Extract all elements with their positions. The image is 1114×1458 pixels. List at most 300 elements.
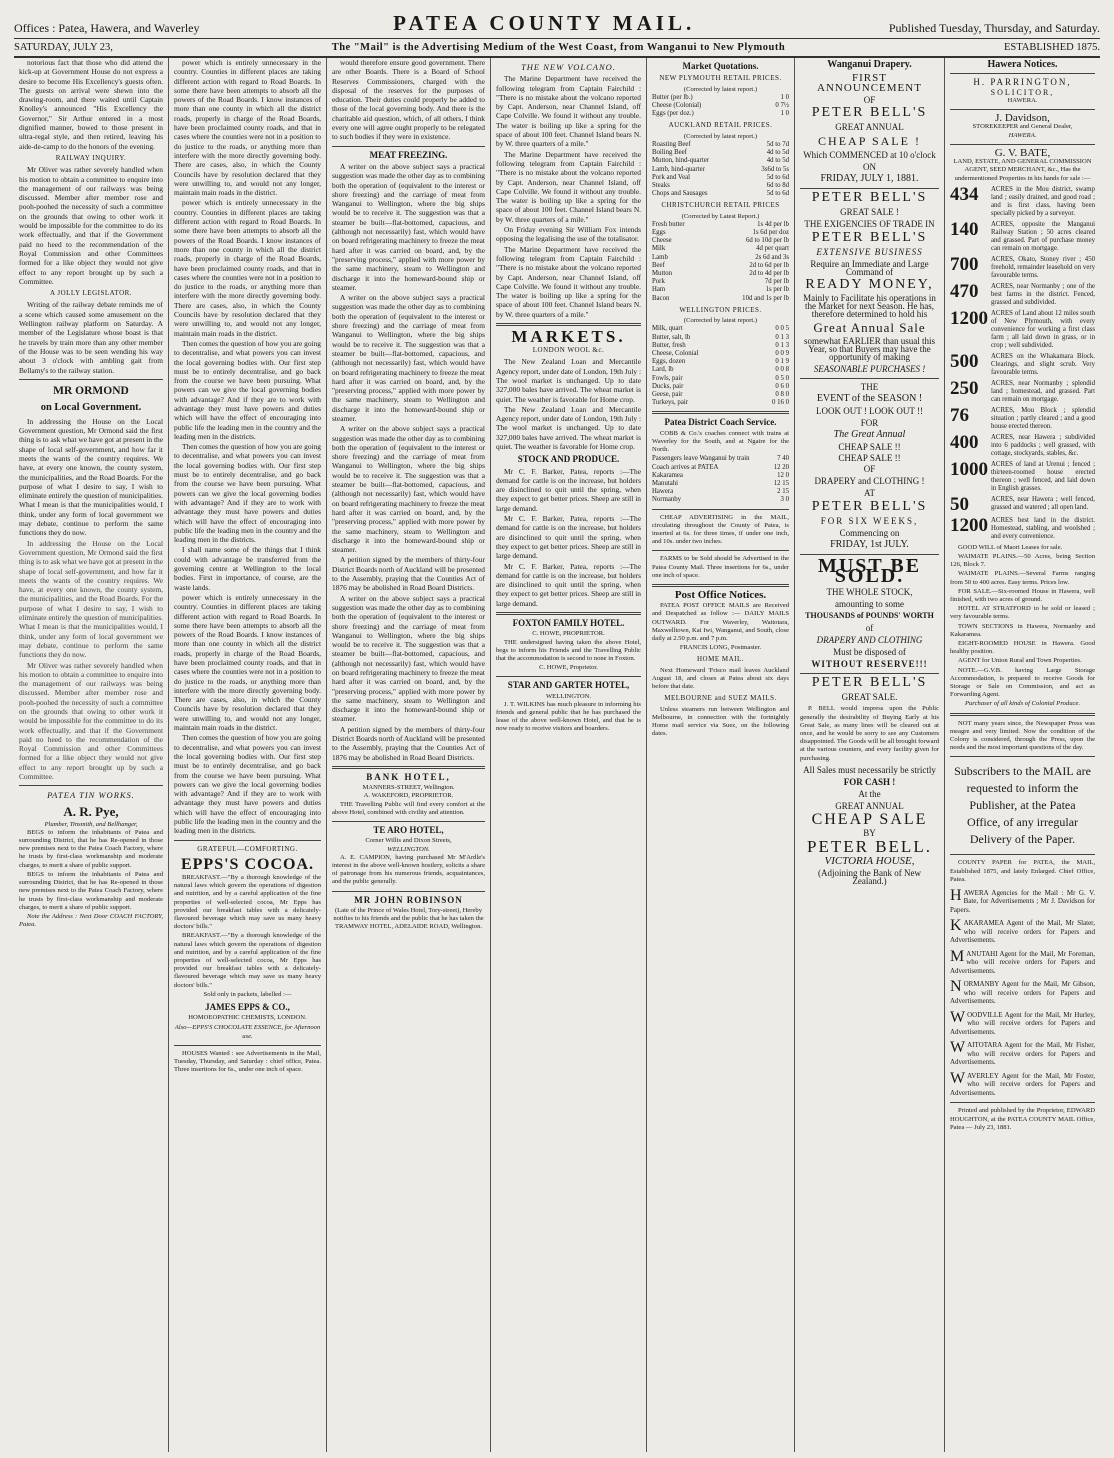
price-value: 0 5 0 bbox=[775, 374, 789, 382]
ad-line: All Sales must necessarily be strictly bbox=[803, 764, 936, 775]
ad-line: amounting to some bbox=[835, 598, 904, 609]
table-heading: AUCKLAND RETAIL PRICES. bbox=[668, 121, 773, 130]
column-2 bbox=[169, 58, 327, 1452]
price-row bbox=[652, 399, 789, 407]
ad-line: OF bbox=[863, 464, 876, 475]
ad-text: THE Travelling Public will find every comfort at the above Hotel, combined with civility and attention. bbox=[332, 800, 485, 816]
listing: TOWN SECTIONS in Hawera, Normanby and Kakaramea. bbox=[950, 622, 1095, 638]
ad-line: THOUSANDS of POUNDS' WORTH bbox=[805, 611, 934, 621]
article-text: A writer on the above subject says a practical suggestion was made the other day as to combining both the operation of (equivalent to the interest or shore freezing) and the carriage of meat from Wanganui to Wellington, where the big ships would be to receive it. The suggestion was that a steamer be built—flat-bottomed, capacious, and (although not necessarily) fast, which would have on board refrigerating machinery to freeze the meat hard after it was carried on board, and, by the "preserving process," applied with more power by the same machinery, steam to Wellington and discharge it into the homeward-bound ship or steamer. bbox=[332, 293, 485, 423]
listing: FOR SALE.—Six-roomed House in Hawera, well finished, with two acres of ground. bbox=[950, 587, 1095, 603]
land-acres: 76 bbox=[950, 404, 969, 426]
listing: WAIMATE PLAINS.—Several Farms ranging from 50 to 400 acres. Easy terms. Prices low. bbox=[950, 570, 1095, 586]
agent-notice bbox=[950, 919, 1095, 945]
listing: WAIMATE PLAINS.—50 Acres, being Section 126, Block 7. bbox=[950, 552, 1095, 569]
table-heading: NEW PLYMOUTH RETAIL PRICES. bbox=[659, 74, 782, 83]
land-description: ACRES of Land about 12 miles south of New Plymouth, with every convenience for working a first class farm ; all laid down in grass, or in crop ; well subdivided. bbox=[991, 309, 1095, 349]
price-row bbox=[652, 182, 789, 190]
ad-text: A. E. CAMPION, having purchased Mr M'Ardle's interest in the above well-known hostlery, solicits a share of patronage from his numerous friends, acquaintances, and the public generally. bbox=[332, 853, 485, 886]
price-value: 0 16 0 bbox=[772, 399, 789, 407]
price-table bbox=[652, 221, 789, 303]
land-listings bbox=[950, 183, 1095, 541]
price-row bbox=[652, 229, 789, 237]
ad-line: GREAT ANNUAL bbox=[835, 801, 904, 812]
price-value: 5d to 6d bbox=[766, 190, 789, 198]
price-row bbox=[652, 190, 789, 198]
article-text: In addressing the House on the Local Government question, Mr Ormond said the first thing is to ask what we have got at present in the shape of local self-government, and how far it meets the wants of the country requires. We have, at every one known, the county system, the municipalities, and the Road Boards. For the purpose of what I desire to say, I wish to eliminate entirely the question of municipalities. What I mean is that the municipalities would, I think, under any form of local government we may debate, continue to perform the same functions they do now. bbox=[19, 538, 163, 660]
price-row bbox=[652, 174, 789, 182]
ad-line: Must be disposed of bbox=[833, 647, 906, 658]
price-value: 2d to 4d per lb bbox=[749, 270, 789, 278]
ad-text: HOUSES Wanted : see Advertisements in the Mail, Tuesday, Thursday, and Saturday : chief office, Patea. Three insertions for 6s., under one inch of space. bbox=[174, 1049, 321, 1074]
divider bbox=[332, 146, 485, 147]
notice-text: Next Homeward 'Frisco mail leaves Auckland August 18, and closes at Patea about six days before that date. bbox=[652, 666, 789, 691]
divider bbox=[496, 323, 641, 326]
price-row bbox=[652, 342, 789, 350]
ad-name: A. WAKEFORD, PROPRIETOR. bbox=[363, 792, 454, 800]
ad-name: A. R. Pye, bbox=[63, 803, 119, 819]
ad-heading: GRATEFUL—COMFORTING. bbox=[197, 844, 298, 853]
price-value: 3s6d to 5s bbox=[761, 165, 789, 173]
ad-line: somewhat EARLIER than usual this Year, so that Buyers may have the opportunity of making bbox=[804, 335, 935, 363]
land-listing bbox=[950, 350, 1095, 377]
land-listing bbox=[950, 431, 1095, 458]
article-headline: THE NEW VOLCANO. bbox=[521, 62, 616, 72]
price-value: 0 1 9 bbox=[775, 358, 789, 366]
ad-headline: Wanganui Drapery. bbox=[827, 59, 912, 70]
article-text: notorious fact that those who did attend the kick-up at Government House do not express a desire to become His Excellency's guests often. The guests on arrival were shewn into the drawing-room, and there waited until Captain Knolley's announced "His Excellency the Governor," Sir Arthur entered in a most dignified manner, bowed to those present in ultra-regal style, and then retired, leaving his aide-de-camp to do the honors of the evening. bbox=[19, 58, 163, 151]
article-text: The Marine Department have received the following telegram from Captain Fairchild : "There is no mistake about the volcano reported by Capt. Anderson, near Channel Island, off Cape Colville. We found it without any trouble. The water is boiling up like a spring for the space of about 100 feet. Channel Island bears N. by W. three quarters of a mile." bbox=[496, 244, 641, 319]
price-table bbox=[652, 141, 789, 198]
column-1 bbox=[14, 58, 169, 1452]
agent-text: ANUTAHI Agent for the Mail, Mr Foreman, who will receive orders for Papers and Advertisements. bbox=[950, 949, 1095, 975]
ad-title: MR JOHN ROBINSON bbox=[354, 894, 463, 905]
ad-line: Which COMMENCED at 10 o'clock bbox=[803, 150, 936, 161]
land-acres: 140 bbox=[950, 218, 979, 240]
ad-line: SOLICITOR, bbox=[990, 87, 1055, 97]
price-row bbox=[652, 166, 789, 174]
ad-line: of bbox=[865, 623, 874, 634]
article-text: Mr C. F. Barker, Patea, reports :—The demand for cattle is on the increase, but holders are disinclined to quit until the spring, when they expect to get better prices. Sheep are still in large demand. bbox=[496, 514, 641, 561]
price-value: 1s 4d per lb bbox=[757, 220, 789, 228]
divider bbox=[652, 550, 789, 551]
land-listing bbox=[950, 183, 1095, 218]
article-text: The Marine Department have received the following telegram from Captain Fairchild : "There is no mistake about the volcano reported by Capt. Anderson, near Channel Island, off Cape Colville. We found it without any trouble. The water is boiling up like a spring for the space of about 100 feet. Channel Island bears N. by W. three quarters of a mile." bbox=[496, 74, 641, 149]
drop-initial: W bbox=[950, 1039, 966, 1057]
section-heading: MELBOURNE and SUEZ MAILS. bbox=[664, 694, 777, 703]
ad-line: FOR SIX WEEKS, bbox=[820, 515, 919, 526]
article-text: A writer on the above subject says a practical suggestion was made the other day as to combining both the operation of (equivalent to the interest or shore freezing) and the carriage of meat from Wanganui to Wellington, where the big ships would be to receive it. The suggestion was that a steamer be built—flat-bottomed, capacious, and (although not necessarily) fast, which would have on board refrigerating machinery to freeze the meat hard after it was carried on board, and, by the "preserving process," applied with more power by the same machinery, steam to Wellington and discharge it into the homeward-bound ship or steamer. bbox=[332, 424, 485, 555]
price-row bbox=[652, 375, 789, 383]
price-row bbox=[652, 455, 789, 463]
ad-name: H. PARRINGTON, bbox=[973, 77, 1072, 88]
price-row bbox=[652, 102, 789, 110]
ad-line: FIRST ANNOUNCEMENT bbox=[817, 72, 922, 94]
ad-line: Mainly to Facilitate his operations in the Market for next Season. He has, therefore determined to hold his bbox=[803, 293, 936, 320]
price-value: 0 7½ bbox=[775, 102, 789, 109]
price-value: 4d to 5d bbox=[766, 157, 789, 165]
price-item: Milk, quart bbox=[652, 325, 683, 333]
ad-line: The Great Annual bbox=[833, 428, 906, 440]
ad-line: CHEAP SALE ! bbox=[818, 134, 921, 149]
price-row bbox=[652, 383, 789, 391]
land-acres: 434 bbox=[950, 183, 979, 205]
price-row bbox=[652, 237, 789, 245]
article-text: power which is entirely unnecessary in the country. Counties in different places are taking different action with regard to Road Boards. In some there have been attempts to absorb all the powers of the Road Boards. I know instances of more than one county in which all the district roads, properly in charge of the Road Boards, have been proclaimed county roads, and that in cases where the counties were not in a position to do justice to the roads, or anything more than interfere with the more directly governing body. There are cases, also, in which the County Councils have by resolution declared that they were unwilling to, and would not any longer, maintain main roads in the district. bbox=[174, 198, 321, 338]
section-headline: Market Quotations. bbox=[682, 61, 759, 71]
slogan: The "Mail" is the Advertising Medium of the West Coast, from Wanganui to New Plymouth bbox=[331, 42, 786, 53]
ad-name: C. HOWE, PROPRIETOR. bbox=[532, 630, 605, 638]
land-acres: 50 bbox=[950, 493, 969, 515]
price-item: Cheese (Colonial) bbox=[652, 102, 702, 109]
land-acres: 400 bbox=[950, 431, 979, 453]
price-item: Boiling Beef bbox=[652, 149, 687, 157]
ad-name: PETER BELL'S bbox=[811, 105, 928, 121]
price-item: Geese, pair bbox=[652, 390, 683, 398]
land-acres: 1200 bbox=[950, 307, 988, 329]
ad-line: READY MONEY, bbox=[805, 277, 934, 293]
ad-line: (Adjoining the Bank of New Zealand.) bbox=[818, 867, 921, 886]
agent-text: AITOTARA Agent for the Mail, Mr Fisher, who will receive orders for Papers and Advertisements. bbox=[950, 1041, 1095, 1067]
price-item: Eggs, dozen bbox=[652, 358, 686, 366]
price-value: 2s 6d and 3s bbox=[755, 253, 789, 261]
ad-line: AT bbox=[864, 488, 875, 499]
price-value: 12 20 bbox=[773, 463, 789, 471]
divider bbox=[652, 509, 789, 510]
ad-trade: Plumber, Tinsmith, and Bellhanger, bbox=[44, 820, 138, 828]
price-item: Ham bbox=[652, 286, 666, 294]
price-value: 0 1 3 bbox=[775, 333, 789, 341]
ad-text: Also—EPPS'S CHOCOLATE ESSENCE, for Afternoon use. bbox=[174, 1024, 321, 1040]
price-item: Cheese, Colonial bbox=[652, 349, 699, 357]
ad-address: MANNERS-STREET, Wellington. bbox=[362, 784, 455, 792]
price-item: Manutahi bbox=[652, 479, 679, 487]
listing: HOTEL AT STRATFORD to be sold or leased ; very favourable terms. bbox=[950, 605, 1095, 621]
ad-headline: MUST BE SOLD. bbox=[817, 554, 922, 587]
price-value: 4d to 5d bbox=[766, 149, 789, 157]
price-row bbox=[652, 295, 789, 303]
land-listing bbox=[950, 307, 1095, 350]
land-listing bbox=[950, 218, 1095, 253]
land-listing bbox=[950, 253, 1095, 280]
article-text: Mr Oliver was rather severely handled when his motion to obtain a committee to enquire into the management of our railways was being discussed. Member after member rose and pooh-poohed the necessity of such a committee on the grounds that owing to other work it would be impossible for the committee to do its work effectually, and that if the Government paid no heed to the recommendation of the Royal Commission and other Committees formed for a like object they would not give effect to any report brought up by such a Committee. bbox=[19, 165, 163, 286]
ad-city: WELLINGTON. bbox=[545, 692, 592, 700]
ad-title: FOXTON FAMILY HOTEL. bbox=[512, 618, 625, 629]
land-description: ACRES, near Normanby ; splendid land ; homestead, and grassed. Part can remain on mortgage. bbox=[991, 379, 1095, 403]
ad-text: CHEAP ADVERTISING in the MAIL, circulating throughout the County of Patea, is inserted at 6s. for three times, if under one inch, and 10s. under two inches. bbox=[652, 513, 789, 546]
ad-date: FRIDAY, 1st JULY. bbox=[830, 538, 909, 550]
agent-notice bbox=[950, 947, 1095, 976]
price-value: 5d to 7d bbox=[766, 140, 789, 148]
price-item: Eggs bbox=[652, 229, 666, 237]
land-listing bbox=[950, 280, 1095, 307]
section-heading: RAILWAY INQUIRY. bbox=[55, 153, 127, 162]
ad-name: PETER BELL'S bbox=[811, 498, 928, 514]
ad-text: COBB & Co.'s coaches connect with trains at Waverley for the South, and at Ngaire for the North. bbox=[652, 429, 789, 454]
price-value: 6d to 8d bbox=[766, 181, 789, 189]
price-row bbox=[652, 464, 789, 472]
ad-line: HAWERA. bbox=[1007, 96, 1038, 104]
ad-line: CHEAP SALE !! bbox=[838, 441, 901, 452]
ad-line: Great Annual Sale bbox=[813, 319, 926, 335]
land-description: ACRES, Okato, Stoney river ; 450 freehold, remainder leasehold on very favourable terms. bbox=[991, 255, 1095, 279]
column-7-hawera-notices bbox=[945, 58, 1100, 1452]
column-5 bbox=[647, 58, 795, 1452]
price-item: Pork bbox=[652, 278, 665, 286]
ad-line: Commencing on bbox=[839, 527, 900, 538]
article-text: A writer on the above subject says a practical suggestion was made the other day as to combining both the operation of (equivalent to the interest or shore freezing) and the carriage of meat from Wanganui to Wellington, where the big ships would be to receive it. The suggestion was that a steamer be built—flat-bottomed, capacious, and (although not necessarily) fast, which would have on board refrigerating machinery to freeze the meat hard after it was carried on board, and, by the "preserving process," applied with more power by the same machinery, steam to Wellington and discharge it into the homeward-bound ship or steamer. bbox=[332, 593, 485, 724]
ad-name: J. Davidson, bbox=[995, 112, 1050, 125]
agent-notice bbox=[950, 1041, 1095, 1067]
agent-text: ORMANBY Agent for the Mail, Mr Gibson, who will receive orders for Papers and Advertisements. bbox=[950, 980, 1095, 1006]
land-acres: 500 bbox=[950, 350, 979, 372]
price-row bbox=[652, 325, 789, 333]
divider bbox=[652, 584, 789, 587]
notice-text: PATEA POST OFFICE MAILS are Received and Despatched as follow :— DAILY MAILS OUTWARD. For Waverley, Waitotara, Maxwelltown, Kai Iwi, Wanganui, and South, close daily at 2.50 p.m. and 7 p.m. bbox=[652, 602, 789, 643]
newspaper-title: PATEA COUNTY MAIL. bbox=[393, 11, 696, 35]
article-text: Writing of the railway debate reminds me of a scene which caused some amusement on the Wellington railway platform on Saturday. A member of the Legislature whose boast is that he travels by train more than any other member of the House was to be seen wending his way about 3 o'clock with ambling gait from Bellamy's to the railway station. bbox=[19, 300, 163, 375]
ad-line: GREAT SALE. bbox=[841, 692, 898, 703]
agent-text: OODVILLE Agent for the Mail, Mr Hurley, who will receive orders for Papers and Advertisements. bbox=[950, 1010, 1095, 1036]
listing: NOTE.—G.V.B. having Large Storage Accommodation, is prepared to receive Goods for Storage or Sale on Commission, and act as Forwarding Agent. bbox=[950, 666, 1095, 699]
price-item: Butter, salt, lb bbox=[652, 333, 691, 341]
ad-line: THE EXIGENCIES OF TRADE IN bbox=[804, 219, 935, 230]
ad-line: DRAPERY and CLOTHING ! bbox=[814, 476, 925, 487]
article-text: On Friday evening Sir William Fox intends opposing the legalising the use of the totalisator. bbox=[496, 225, 641, 244]
ad-line: Require an Immediate and Large Command of bbox=[810, 258, 929, 277]
table-subheading: (Corrected by Latest Report.) bbox=[681, 212, 760, 220]
price-item: Lamb, hind-quarter bbox=[652, 165, 705, 173]
ad-city: WELLINGTON. bbox=[387, 845, 430, 853]
article-text: Mr C. F. Barker, Patea, reports :—The demand for cattle is on the increase, but holders are disinclined to quit until the spring, when they expect to get better prices. Sheep are still in large demand. bbox=[496, 561, 641, 608]
issue-date: SATURDAY, JULY 23, bbox=[14, 42, 113, 53]
table-subheading: (Corrected by latest report.) bbox=[683, 85, 758, 93]
divider bbox=[950, 144, 1095, 145]
agent-text: AVERLEY Agent for the Mail, Mr Foster, who will receive orders for Papers and Advertisements. bbox=[950, 1071, 1095, 1097]
land-description: ACRES on the Whakamara Block. Clearings, and slight scrub. Very favourable terms. bbox=[991, 352, 1095, 376]
price-item: Lamb bbox=[652, 253, 668, 261]
agent-text: AWERA Agencies for the Mail : Mr G. V. Bate, for Advertisements ; Mr J. Davidson for Papers. bbox=[950, 888, 1095, 914]
article-text: The Marine Department have received the following telegram from Captain Fairchild : "There is no mistake about the volcano reported by Capt. Anderson, near Channel Island, off Cape Colville. We found it without any trouble. The water is boiling up like a spring for the space of about 100 feet. Channel Island bears N. by W. three quarters of a mile." bbox=[496, 149, 641, 224]
price-row bbox=[652, 366, 789, 374]
price-table bbox=[652, 94, 789, 119]
section-heading: LONDON WOOL &c. bbox=[532, 346, 605, 355]
price-item: Chops and Sausages bbox=[652, 190, 708, 198]
ad-line: CHEAP SALE bbox=[811, 811, 928, 829]
price-item: Butter, fresh bbox=[652, 341, 686, 349]
price-row bbox=[652, 350, 789, 358]
ad-text: THE undersigned having taken the above Hotel, begs to inform his Friends and the Travelling Public that the accommodation is second to none in Foxton. bbox=[496, 638, 641, 662]
section-heading: HOME MAIL. bbox=[697, 655, 744, 664]
ad-text: COUNTY PAPER for PATEA, the MAIL, Established 1875, and lately Enlarged. Chief Office, Patea. bbox=[950, 859, 1095, 883]
article-text: Then comes the question of how you are going to decentralise, and what powers you can invest the local governing bodies with. Our first step must be to entirely decentralise, and go back from the course we have been pursuing. What powers can we give the local governing bodies with advantage? And if they are to work with advantage they must have powers and duties which will have the effect of encouraging into public life the leading men in the country and the leading men in the districts. bbox=[174, 442, 321, 545]
price-item: Fowls, pair bbox=[652, 374, 683, 382]
column-6-peter-bell-ad bbox=[795, 58, 945, 1452]
price-row bbox=[652, 141, 789, 149]
article-text: would therefore ensure good government. There are other Boards. There is a Board of School Reserves Commissioners, charged with the disposal of the reserves for the purposes of education. Their duties could properly be added to those of the local governing body. And there is the charitable aid question, which, of all others, I think every one will agree ought properly to be relegated to such bodies if they were in existence. bbox=[332, 58, 485, 142]
article-text: power which is entirely unnecessary in the country. Counties in different places are taking different action with regard to Road Boards. In some there have been attempts to absorb all the powers of the Road Boards. I know instances of more than one county in which all the district roads, properly in charge of the Road Boards, have been proclaimed county roads, and that in cases where the counties were not in a position to do justice to the roads, or anything more than interfere with the more directly governing body. There are cases, also, in which the County Councils have by resolution declared that they were unwilling to, and would not any longer, maintain main roads in the district. bbox=[174, 592, 321, 733]
price-value: 1s per lb bbox=[765, 286, 789, 294]
price-value: 10d and 1s per lb bbox=[742, 294, 789, 302]
markets-headline: MARKETS. bbox=[511, 327, 626, 347]
ad-text: FARMS to be Sold should be Advertised in the Patea County Mail. Three insertions for 6s., under one inch of space. bbox=[652, 555, 789, 579]
divider bbox=[950, 756, 1095, 757]
timetable bbox=[652, 455, 789, 504]
land-description: ACRES best land in the district. Homestead, stabling, and woolshed ; and every convenience. bbox=[991, 516, 1095, 540]
article-text: The New Zealand Loan and Mercantile Agency report, under date of London, 19th July : The wool market is unchanged. Up to date 327,000 bales have arrived. The wheat market is quiet. The weather is favorable for Home crop. bbox=[496, 404, 641, 451]
ad-heading: PATEA TIN WORKS. bbox=[47, 790, 135, 801]
drop-initial: W bbox=[950, 1069, 966, 1087]
land-listing bbox=[950, 377, 1095, 404]
drop-initial: H bbox=[950, 886, 962, 904]
ad-line: BY bbox=[863, 828, 876, 839]
section-heading: STOCK AND PRODUCE. bbox=[517, 454, 620, 465]
ad-line: LOOK OUT ! LOOK OUT !! bbox=[816, 406, 923, 417]
ad-line: SEASONABLE PURCHASES ! bbox=[813, 364, 926, 375]
price-value: 0 0 8 bbox=[775, 366, 789, 374]
ad-firm: JAMES EPPS & CO., bbox=[205, 1001, 290, 1012]
land-acres: 700 bbox=[950, 253, 979, 275]
ad-address: Note the Address : Next Door COACH FACTORY, Patea. bbox=[19, 912, 163, 929]
ad-text: P. BELL would impress upon the Public generally the desirability of Buying Early at his Great Sale, as many lines will be cleared out at once, and he would be sorry to see any Customers disappointed. The Goods will be all brought forward at the various counters, and every facility given for purchasing. bbox=[800, 705, 939, 762]
article-text: Then comes the question of how you are going to decentralise, and what powers you can invest the local governing bodies with. Our first step must be to entirely decentralise, and go back from the course we have been pursuing. What powers can we give the local governing bodies with advantage? And if they are to work with advantage they must have powers and duties which will have the effect of encouraging into public life the leading men in the country and the leading men in the districts. bbox=[174, 733, 321, 836]
ad-line: EXTENSIVE BUSINESS bbox=[816, 246, 923, 257]
price-row bbox=[652, 149, 789, 157]
price-row bbox=[652, 94, 789, 102]
article-text: Mr Oliver was rather severely handled when his motion to obtain a committee to enquire into the management of our railways was being discussed. Member after member rose and pooh-poohed the necessity of such a committee on the grounds that owing to other work it would be impossible for the committee to do its work effectually, and that if the Government paid no heed to the recommendation of the Royal Commission and other Committees formed for a like object they would not give effect to any report brought up by such a Committee. bbox=[19, 660, 163, 782]
ad-line: EVENT of the SEASON ! bbox=[816, 393, 923, 405]
price-item: Bacon bbox=[652, 294, 670, 302]
price-row bbox=[652, 254, 789, 262]
price-value: 2d to 6d per lb bbox=[749, 261, 789, 269]
ad-line: DRAPERY AND CLOTHING bbox=[816, 635, 923, 646]
dateline bbox=[14, 38, 1100, 58]
price-item: Kakaramea bbox=[652, 471, 683, 479]
price-value: 12 0 bbox=[777, 471, 789, 479]
drop-initial: K bbox=[950, 917, 962, 935]
land-acres: 470 bbox=[950, 280, 979, 302]
price-item: Mutton bbox=[652, 270, 673, 278]
column-4 bbox=[491, 58, 647, 1452]
price-item: Normanby bbox=[652, 496, 682, 504]
section-headline: Patea District Coach Service. bbox=[664, 417, 777, 428]
price-value: 7 40 bbox=[777, 455, 789, 463]
agent-notice bbox=[950, 886, 1095, 915]
price-item: Coach arrives at PATEA bbox=[652, 463, 719, 471]
price-table bbox=[652, 325, 789, 407]
price-value: 0 0 9 bbox=[775, 349, 789, 357]
article-text: power which is entirely unnecessary in the country. Counties in different places are taking different action with regard to Road Boards. In some there have been attempts to absorb all the powers of the Road Boards. I know instances of more than one county in which all the district roads, properly in charge of the Road Boards, have been proclaimed county roads, and that in cases where the counties were not in a position to do justice to the roads, or anything more than interfere with the more directly governing body. There are cases, also, in which the County Councils have by resolution declared that they were unwilling to, and would not any longer, maintain main roads in the district. bbox=[174, 58, 321, 198]
offices-line: Offices : Patea, Hawera, and Waverley bbox=[14, 21, 200, 35]
price-item: Passengers leave Wanganui by train bbox=[652, 455, 750, 463]
ad-title: TE ARO HOTEL, bbox=[373, 825, 444, 836]
agent-notice bbox=[950, 1069, 1095, 1098]
price-item: Roasting Beef bbox=[652, 140, 691, 148]
ad-text: NOT many years since, the Newspaper Press was meagre and very limited. Now the condition of the Colony is considered, through the Press, upon the needs and the most important questions of the day. bbox=[950, 719, 1095, 752]
price-value: 2 15 bbox=[777, 488, 789, 496]
price-value: 0 1 3 bbox=[775, 341, 789, 349]
divider bbox=[950, 713, 1095, 716]
divider bbox=[800, 673, 939, 674]
price-item: Turkeys, pair bbox=[652, 399, 688, 407]
price-value: 1 0 bbox=[780, 110, 789, 118]
divider bbox=[800, 188, 939, 189]
imprint: Printed and published by the Proprietor, EDWARD HOUGHTON, at the PATEA COUNTY MAIL Office, Patea — July 23, 1881. bbox=[950, 1107, 1095, 1131]
notice-signature: FRANCIS LONG, Postmaster. bbox=[679, 644, 762, 652]
listing: AGENT for Union Rural and Town Properties. bbox=[958, 657, 1082, 665]
article-text: A petition signed by the members of thirty-four District Boards north of Auckland will be presented to the Assembly, praying that the Counties Act of 1876 may be abolished in Road Board Districts. bbox=[332, 724, 485, 762]
established: ESTABLISHED 1875. bbox=[1003, 42, 1100, 53]
price-item: Hawera bbox=[652, 488, 674, 496]
ad-line: CHEAP SALE !! bbox=[838, 453, 901, 464]
price-value: 3 0 bbox=[780, 496, 789, 504]
divider bbox=[332, 891, 485, 892]
land-acres: 1200 bbox=[950, 514, 988, 536]
ad-text: BEGS to inform the inhabitants of Patea and surrounding District, that he has Re-opened in those new premises next to the Patea Coach Factory, where he trusts by first-class workmanship and moderate charges, to merit a share of public support. bbox=[19, 828, 163, 869]
table-subheading: (Corrected by latest report.) bbox=[683, 317, 758, 325]
ad-address: Corner Willis and Dixon Streets, bbox=[365, 837, 452, 845]
price-item: Lard, lb bbox=[652, 366, 674, 374]
price-item: Pork and Veal bbox=[652, 173, 691, 181]
divider bbox=[950, 73, 1095, 74]
land-listing bbox=[950, 493, 1095, 515]
ad-line: STOREKEEPER and General Dealer, bbox=[972, 123, 1073, 131]
land-description: ACRES of land at Urenui ; fenced ; thirteen-roomed house erected thereon ; well fenced, and laid down in English grasses. bbox=[991, 460, 1095, 492]
land-description: ACRES, near Hawera ; subdivided into 6 paddocks ; well grassed, with cottage, stockyards, stables, &c. bbox=[991, 433, 1095, 457]
price-value: 5d to 6d bbox=[766, 173, 789, 181]
ad-name: PETER BELL'S bbox=[811, 675, 928, 691]
price-row bbox=[652, 358, 789, 366]
land-listing bbox=[950, 458, 1095, 493]
ad-line: HAWERA. bbox=[1008, 131, 1037, 139]
divider bbox=[950, 1102, 1095, 1103]
price-row bbox=[652, 270, 789, 278]
divider bbox=[652, 411, 789, 414]
ad-line: Purchaser of all kinds of Colonial Produce. bbox=[964, 700, 1081, 708]
price-row bbox=[652, 391, 789, 399]
land-description: ACRES, Mou Block ; splendid situation ; partly cleared ; and a good house erected thereon. bbox=[991, 406, 1095, 430]
ad-title: EPPS'S COCOA. bbox=[180, 855, 314, 873]
land-listing bbox=[950, 404, 1095, 431]
drop-initial: N bbox=[950, 978, 962, 996]
agent-text: AKARAMEA Agent of the Mail, Mr Slater, who will receive orders for Papers and Advertisements. bbox=[950, 919, 1095, 945]
price-value: 1s 6d per doz bbox=[752, 229, 789, 237]
divider bbox=[19, 379, 163, 380]
ad-text: BREAKFAST.—"By a thorough knowledge of the natural laws which govern the operations of digestion and nutrition, and by a careful application of the fine properties of well-selected cocoa, Mr Epps has provided our breakfast tables with a delicately-flavoured beverage which may save us many heavy doctors' bills." bbox=[174, 932, 321, 989]
land-acres: 250 bbox=[950, 377, 979, 399]
section-headline: Hawera Notices. bbox=[987, 59, 1058, 70]
ad-title: STAR AND GARTER HOTEL, bbox=[507, 680, 630, 691]
ad-name: PETER BELL'S bbox=[811, 229, 928, 245]
subscribers-notice: Subscribers to the MAIL are requested to inform the Publisher, at the Patea Office, of any irregular Delivery of the Paper. bbox=[954, 764, 1091, 847]
price-value: 6d to 10d per lb bbox=[745, 237, 789, 245]
ad-title: BANK HOTEL, bbox=[366, 771, 451, 782]
price-row bbox=[652, 472, 789, 480]
article-text: Mr C. F. Barker, Patea, reports :—The demand for cattle is on the increase, but holders are disinclined to quit until the spring, when they expect to get better prices. Sheep are still in large demand. bbox=[496, 466, 641, 513]
price-item: Steaks bbox=[652, 181, 670, 189]
price-value: 1 0 bbox=[780, 93, 789, 101]
ad-text: BREAKFAST.—"By a thorough knowledge of the natural laws which govern the operations of digestion and nutrition, and by a careful application of the fine properties of well-selected cocoa, Mr Epps has provided our breakfast tables with a delicately-flavoured beverage which may save us many heavy doctors' bills." bbox=[174, 873, 321, 931]
ad-name: PETER BELL'S bbox=[811, 190, 928, 206]
article-text: Then comes the question of how you are going to decentralise, and what powers you can invest the local governing bodies with. Our first step must be to entirely decentralise, and go back from the course we have been pursuing. What powers can we give the local governing bodies with advantage? And if they are to work with advantage they must have powers and duties which will have the effect of encouraging into public life the leading men in the country and the leading men in the districts. bbox=[174, 338, 321, 441]
land-description: ACRES, opposite the Manganui Railway Station ; 50 acres cleared and grassed. Part of purchase money can remain on mortgage. bbox=[991, 220, 1095, 252]
ad-line: ON bbox=[863, 162, 876, 173]
table-subheading: (Corrected by latest report.) bbox=[683, 132, 758, 140]
ad-name: G. V. BATE, bbox=[994, 146, 1051, 159]
price-row bbox=[652, 334, 789, 342]
divider bbox=[950, 854, 1095, 855]
price-row bbox=[652, 286, 789, 294]
